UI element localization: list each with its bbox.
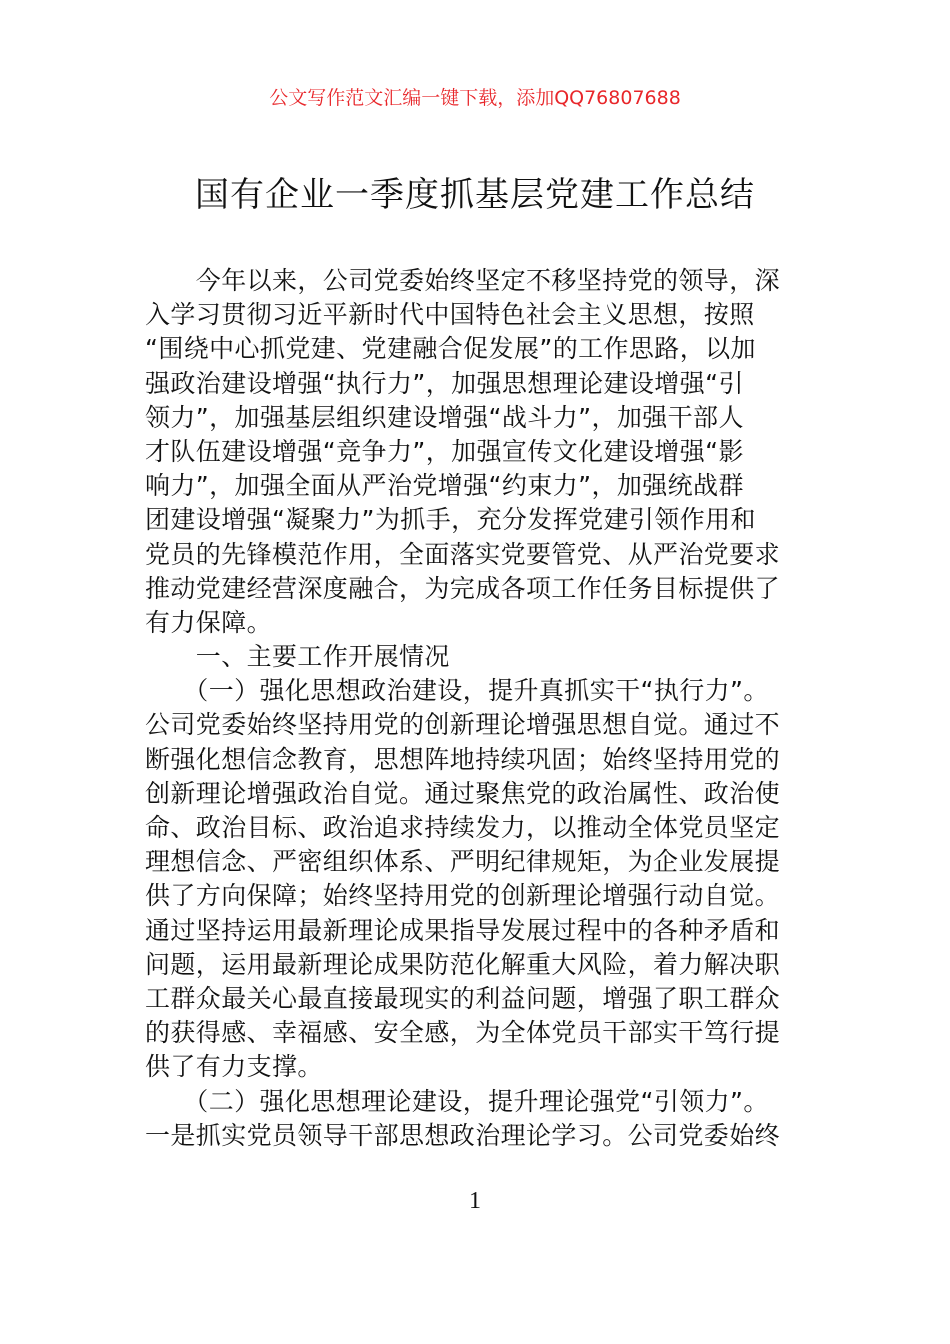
text-line: 才队伍建设增强“竞争力”，加强宣传文化建设增强“影 <box>145 436 744 466</box>
text-line: 工群众最关心最直接最现实的利益问题，增强了职工群众 <box>145 983 781 1013</box>
text-line: 一是抓实党员领导干部思想政治理论学习。公司党委始终 <box>145 1120 781 1150</box>
text-line: 入学习贯彻习近平新时代中国特色社会主义思想，按照 <box>145 300 755 330</box>
text-line: 团建设增强“凝聚力”为抓手，充分发挥党建引领作用和 <box>145 505 756 535</box>
text-line: 公司党委始终坚持用党的创新理论增强思想自觉。通过不 <box>145 710 781 740</box>
text-line: 领力”，加强基层组织建设增强“战斗力”，加强干部人 <box>145 402 744 432</box>
text-line: 断强化想信念教育，思想阵地持续巩固；始终坚持用党的 <box>145 744 781 774</box>
text-line: 创新理论增强政治自觉。通过聚焦党的政治属性、政治使 <box>145 778 781 808</box>
text-line: （一）强化思想政治建设，提升真抓实干“执行力”。 <box>145 676 769 706</box>
text-line: “围绕中心抓党建、党建融合促发展”的工作思路，以加 <box>145 334 756 364</box>
text-line: 问题，运用最新理论成果防范化解重大风险，着力解决职 <box>145 949 781 979</box>
text-line: （二）强化思想理论建设，提升理论强党“引领力”。 <box>145 1086 769 1116</box>
text-line: 的获得感、幸福感、安全感，为全体党员干部实干笃行提 <box>145 1018 781 1048</box>
text-line: 党员的先锋模范作用，全面落实党要管党、从严治党要求 <box>145 539 781 569</box>
document-title: 国有企业一季度抓基层党建工作总结 <box>195 175 755 215</box>
text-line: 供了方向保障；始终坚持用党的创新理论增强行动自觉。 <box>145 881 781 911</box>
text-line: 响力”，加强全面从严治党增强“约束力”，加强统战群 <box>145 471 744 501</box>
text-line: 推动党建经营深度融合，为完成各项工作任务目标提供了 <box>145 573 781 603</box>
page-number: 1 <box>469 1188 481 1214</box>
text-line: 供了有力支撑。 <box>145 1052 323 1082</box>
text-line: 有力保障。 <box>145 607 273 637</box>
text-line: 通过坚持运用最新理论成果指导发展过程中的各种矛盾和 <box>145 915 781 945</box>
text-line: 强政治建设增强“执行力”，加强思想理论建设增强“引 <box>145 368 744 398</box>
download-promo-note: 公文写作范文汇编一键下载，添加QQ76807688 <box>269 87 681 109</box>
text-line: 今年以来，公司党委始终坚定不移坚持党的领导，深 <box>145 266 781 295</box>
text-line: 一、主要工作开展情况 <box>145 642 450 672</box>
text-line: 命、政治目标、政治追求持续发力，以推动全体党员坚定 <box>145 813 781 842</box>
text-line: 理想信念、严密组织体系、严明纪律规矩，为企业发展提 <box>145 847 781 877</box>
body-text <box>145 264 815 1153</box>
